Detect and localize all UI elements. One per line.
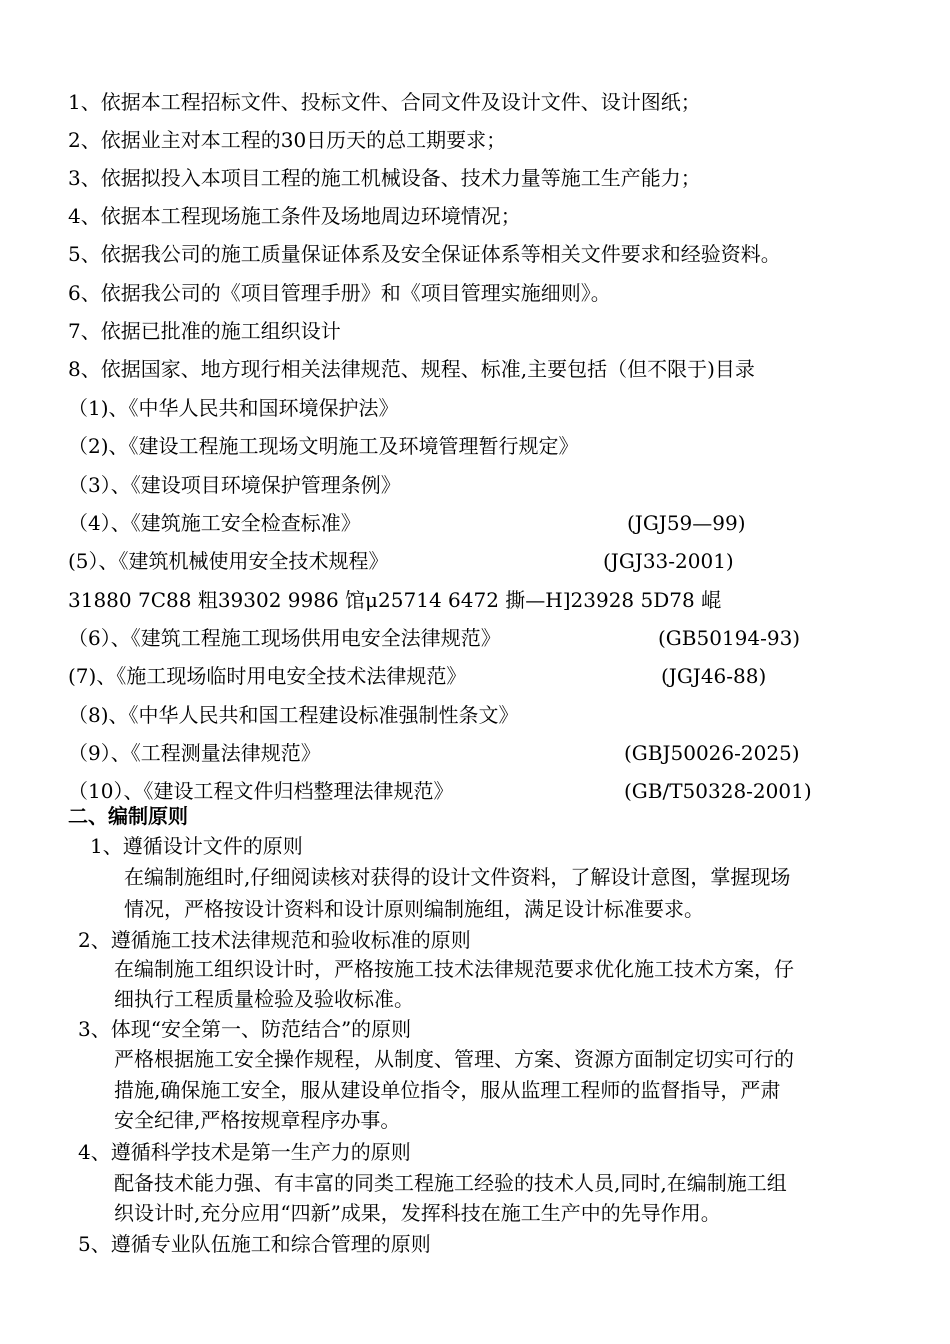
principle-title: 5、遵循专业队伍施工和综合管理的原则 [78,1232,431,1256]
principle-text: 在编制施工组织设计时，严格按施工技术法律规范要求优化施工技术方案，仔 [114,957,794,981]
regulation-title: （8)、《中华人民共和国工程建设标准强制性条文》 [68,703,519,727]
garbled-code-line: 31880 7C88 粗39302 9986 馆μ25714 6472 撕—H]23928 5D78 崐 [68,588,722,612]
principle-text: 安全纪律,严格按规章程序办事。 [114,1108,401,1132]
regulation-title: （1)、《中华人民共和国环境保护法》 [68,396,399,420]
regulation-title: （9）、《工程测量法律规范》 [68,741,321,765]
basis-item-7: 7、依据已批准的施工组织设计 [68,319,341,343]
principle-title: 1、遵循设计文件的原则 [90,834,303,858]
basis-item-6: 6、依据我公司的《项目管理手册》和《项目管理实施细则》。 [68,281,611,305]
basis-item-5: 5、依据我公司的施工质量保证体系及安全保证体系等相关文件要求和经验资料。 [68,242,781,266]
regulation-code: (GB/T50328-2001) [624,779,812,803]
regulation-title: （3）、《建设项目环境保护管理条例》 [68,473,401,497]
principle-text: 细执行工程质量检验及验收标准。 [114,987,414,1011]
regulation-code: (JGJ46-88) [661,664,767,688]
basis-item-4: 4、依据本工程现场施工条件及场地周边环境情况； [68,204,521,228]
regulation-code: (GBJ50026-2025) [624,741,800,765]
principle-text: 配备技术能力强、有丰富的同类工程施工经验的技术人员,同时,在编制施工组 [114,1171,787,1195]
regulation-title: (7)、《施工现场临时用电安全技术法律规范》 [68,664,467,688]
principle-text: 情况，严格按设计资料和设计原则编制施组，满足设计标准要求。 [124,897,704,921]
principle-text: 严格根据施工安全操作规程，从制度、管理、方案、资源方面制定切实可行的 [114,1047,794,1071]
regulation-title: （6）、《建筑工程施工现场供用电安全法律规范》 [68,626,501,650]
regulation-title: （10）、《建设工程文件归档整理法律规范》 [68,779,454,803]
regulation-code: (GB50194-93) [658,626,801,650]
regulation-title: （2)、《建设工程施工现场文明施工及环境管理暂行规定》 [68,434,579,458]
principle-text: 在编制施组时,仔细阅读核对获得的设计文件资料，了解设计意图，掌握现场 [124,865,791,889]
basis-item-1: 1、依据本工程招标文件、投标文件、合同文件及设计文件、设计图纸； [68,90,701,114]
regulation-code: (JGJ33-2001) [603,549,734,573]
principle-text: 措施,确保施工安全，服从建设单位指令，服从监理工程师的监督指导，严肃 [114,1078,781,1102]
principle-title: 2、遵循施工技术法律规范和验收标准的原则 [78,928,471,952]
regulation-title: （4）、《建筑施工安全检查标准》 [68,511,361,535]
section-heading: 二、编制原则 [68,804,188,828]
basis-item-2: 2、依据业主对本工程的30日历天的总工期要求； [68,128,507,152]
basis-item-8: 8、依据国家、地方现行相关法律规范、规程、标准,主要包括（但不限于)目录 [68,357,755,381]
principle-title: 3、体现“安全第一、防范结合”的原则 [78,1017,412,1041]
basis-item-3: 3、依据拟投入本项目工程的施工机械设备、技术力量等施工生产能力； [68,166,701,190]
regulation-title: (5）、《建筑机械使用安全技术规程》 [68,549,389,573]
principle-text: 织设计时,充分应用“四新”成果，发挥科技在施工生产中的先导作用。 [114,1201,721,1225]
regulation-code: (JGJ59—99) [627,511,746,535]
principle-title: 4、遵循科学技术是第一生产力的原则 [78,1140,411,1164]
